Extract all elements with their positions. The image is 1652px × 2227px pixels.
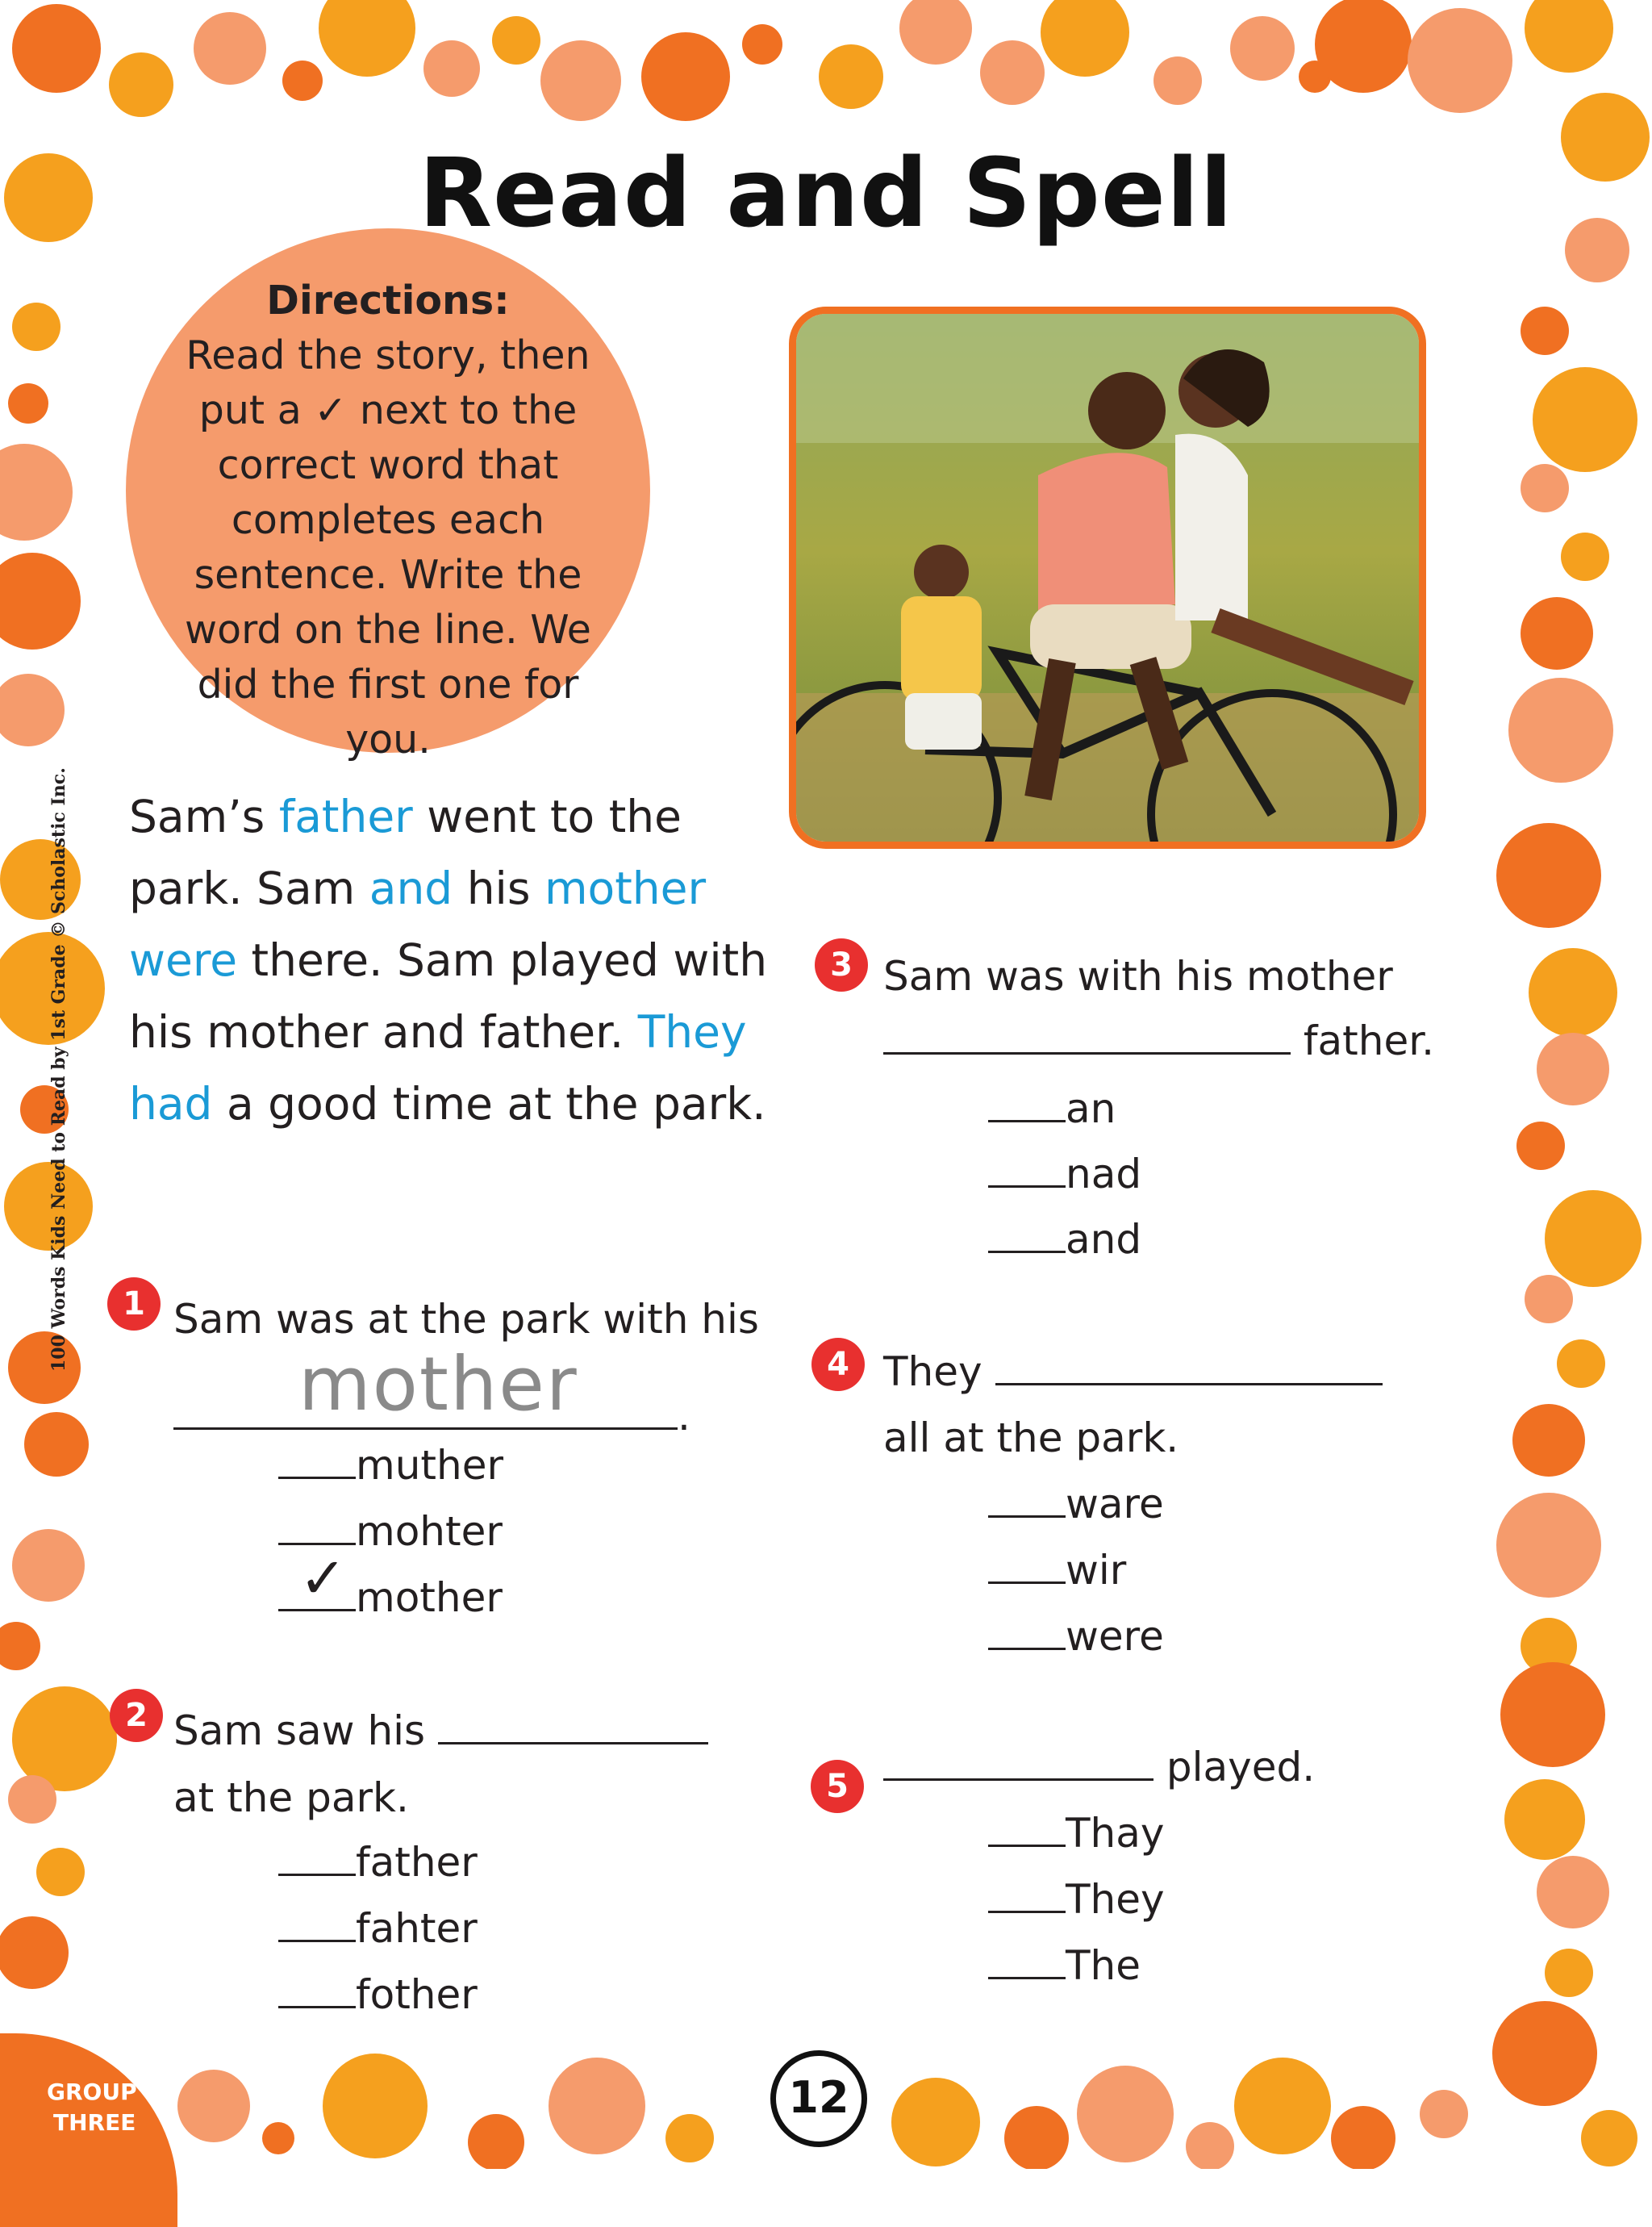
question-1-option[interactable]: mohter <box>278 1507 503 1556</box>
check-line[interactable] <box>988 1812 1066 1847</box>
check-line[interactable] <box>988 1088 1066 1122</box>
page-title: Read and Spell <box>419 137 1233 249</box>
directions-text: Read the story, then put a ✓ next to the correct word that completes each sentence. Write the word on the line. We did the first one for you. <box>185 332 591 763</box>
question-3-option[interactable]: nad <box>988 1150 1141 1198</box>
question-2-number: 2 <box>110 1689 163 1742</box>
check-line[interactable] <box>278 1974 356 2008</box>
question-3-text: Sam was with his mother <box>883 953 1393 1000</box>
question-3-text-line2: father. <box>883 1009 1434 1073</box>
group-label: GROUP <box>47 2079 137 2105</box>
question-3-option[interactable]: an <box>988 1084 1116 1133</box>
question-5-text: played. <box>883 1735 1315 1799</box>
question-2-option[interactable]: fother <box>278 1970 478 2019</box>
question-1-answer-line: . <box>173 1384 690 1448</box>
question-1-number: 1 <box>107 1277 161 1331</box>
check-line[interactable] <box>988 1549 1066 1584</box>
question-4-option[interactable]: ware <box>988 1480 1164 1528</box>
question-3-blank[interactable] <box>883 1020 1291 1055</box>
check-line[interactable] <box>988 1218 1066 1253</box>
check-line[interactable] <box>988 1878 1066 1913</box>
check-line[interactable] <box>278 1545 356 1611</box>
question-5-number: 5 <box>811 1760 864 1813</box>
directions-heading: Directions: <box>266 278 510 324</box>
question-1-text: Sam was at the park with his <box>173 1296 759 1343</box>
question-4-blank[interactable] <box>995 1351 1383 1385</box>
question-5-option[interactable]: The <box>988 1941 1141 1990</box>
question-1-written-answer: mother <box>298 1341 578 1427</box>
family-bicycle-photo <box>789 307 1426 849</box>
question-2-text-line2: at the park. <box>173 1774 409 1821</box>
check-line[interactable] <box>988 1153 1066 1188</box>
highlight-word: and <box>369 863 453 914</box>
check-line[interactable] <box>988 1945 1066 1979</box>
question-1-option[interactable]: ✓ mother <box>278 1573 503 1622</box>
question-1-option[interactable]: muther <box>278 1441 503 1490</box>
question-5-option[interactable]: They <box>988 1875 1165 1924</box>
question-2-option[interactable]: father <box>278 1838 478 1886</box>
check-line[interactable] <box>278 1907 356 1942</box>
checkmark-icon: ✓ <box>299 1545 347 1611</box>
question-2-blank[interactable] <box>438 1710 708 1744</box>
group-number: THREE <box>53 2109 136 2136</box>
highlight-word: mother were <box>129 863 707 986</box>
highlight-word: father <box>278 791 413 842</box>
question-4-number: 4 <box>811 1338 865 1391</box>
question-2-option[interactable]: fahter <box>278 1904 478 1953</box>
highlight-word: They had <box>129 1006 747 1130</box>
question-3-number: 3 <box>815 938 868 992</box>
check-line[interactable] <box>988 1483 1066 1518</box>
directions-circle <box>126 228 650 763</box>
story-paragraph: Sam’s father went to the park. Sam and his mother were there. Sam played with his mother and father. They had a good time at the park. <box>129 791 768 1130</box>
question-4-text-line2: all at the park. <box>883 1414 1179 1461</box>
question-4-text: They <box>883 1339 1383 1404</box>
question-3-option[interactable]: and <box>988 1215 1141 1264</box>
check-line[interactable] <box>278 1841 356 1876</box>
check-line[interactable] <box>988 1615 1066 1650</box>
question-2-text: Sam saw his <box>173 1698 708 1763</box>
question-4-option[interactable]: wir <box>988 1546 1126 1594</box>
question-4-option[interactable]: were <box>988 1612 1164 1661</box>
question-5-blank[interactable] <box>883 1746 1153 1781</box>
page-number: 12 <box>770 2050 867 2147</box>
check-line[interactable] <box>278 1510 356 1545</box>
question-5-option[interactable]: Thay <box>988 1809 1164 1857</box>
check-line[interactable] <box>278 1444 356 1479</box>
side-credit: 100 Words Kids Need to Read by 1st Grade © Scholastic Inc. <box>48 767 69 1372</box>
